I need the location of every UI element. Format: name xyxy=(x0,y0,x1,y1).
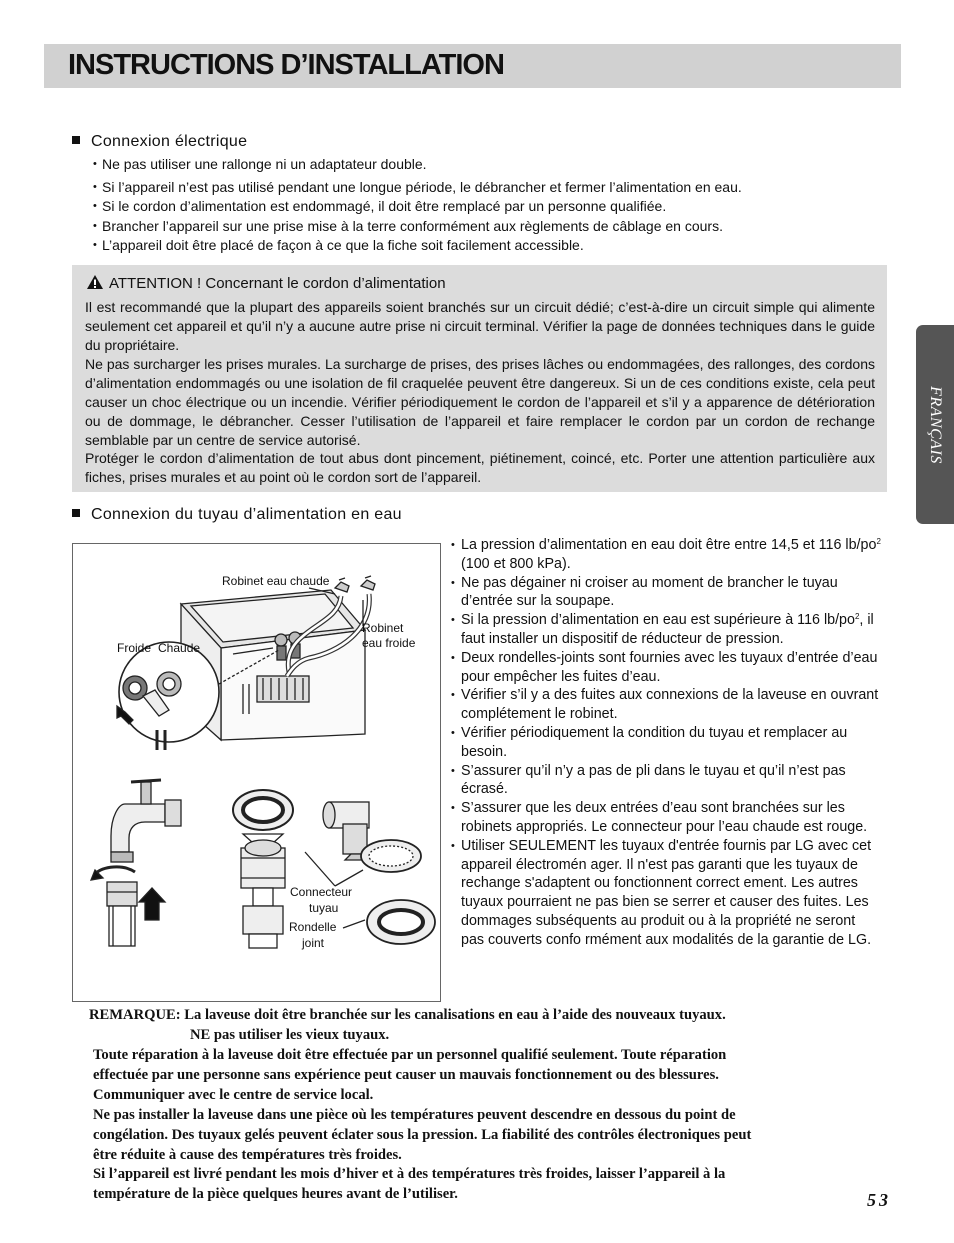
cold-tap-label-line2: eau froide xyxy=(362,636,416,650)
washer-label-line2: joint xyxy=(302,936,325,950)
hot-tap-label: Robinet eau chaude xyxy=(222,574,330,588)
language-tab-label: FRANÇAIS xyxy=(927,385,944,464)
remark-line: NE pas utiliser les vieux tuyaux. xyxy=(190,1027,390,1043)
caution-heading: ATTENTION ! Concernant le cordon d’alimentation xyxy=(86,274,446,292)
remark-line: effectuée par une personne sans expérience peut causer un mauvais fonctionnement ou des blessures. xyxy=(93,1067,719,1083)
connector-label-line1: Connecteur xyxy=(290,885,353,899)
electrical-list xyxy=(93,155,873,256)
connector-label-line2: tuyau xyxy=(309,901,339,915)
warning-icon xyxy=(86,274,104,290)
list-item: • S’assurer que les deux entrées d’eau sont branchées sur les robinets appropriés. Le connecteur pour l’eau chaude est rouge. xyxy=(451,799,881,837)
electrical-heading: Connexion électrique xyxy=(72,133,247,151)
hot-label: Chaude xyxy=(158,641,201,655)
caution-box xyxy=(72,265,887,492)
list-item: • L’appareil doit être placé de façon à ce que la fiche soit facilement accessible. xyxy=(93,236,873,256)
water-heading: Connexion du tuyau d’alimentation en eau xyxy=(72,506,402,524)
list-item: • S’assurer qu’il n’y a pas de pli dans le tuyau et qu’il n’est pas écrasé. xyxy=(451,762,881,800)
title-bar xyxy=(44,44,901,88)
list-item: • Si le cordon d’alimentation est endommagé, il doit être remplacé par un personne qualifiée. xyxy=(93,197,873,217)
washer-label-line1: Rondelle xyxy=(289,920,337,934)
remark-line: Communiquer avec le centre de service local. xyxy=(93,1087,374,1103)
remark-line: être réduite à cause des températures très froides. xyxy=(93,1147,402,1163)
remark-line: température de la pièce quelques heures avant de l’utiliser. xyxy=(93,1186,458,1202)
installation-diagram xyxy=(73,544,440,1001)
list-item: • Si l’appareil n’est pas utilisé pendant une longue période, le débrancher et fermer l’alimentation en eau. xyxy=(93,178,873,198)
list-item: • Ne pas dégainer ni croiser au moment de brancher le tuyau d’entrée sur la soupape. xyxy=(451,574,881,612)
remark-line: congélation. Des tuyaux gelés peuvent éclater sous la pression. La fiabilité des contrôles électroniques peut xyxy=(93,1127,752,1143)
page-number: 53 xyxy=(867,1190,891,1210)
language-tab xyxy=(916,325,954,524)
list-item: • Si la pression d’alimentation en eau est supérieure à 116 $lb/po^2$, il faut installer un dispositif de réducteur de pression. xyxy=(451,611,881,649)
caution-paragraph: Il est recommandé que la plupart des appareils soient branchés sur un circuit dédié; c’est-à-dire un circuit simple qui alimente seulement cet appareil et qu’il n’y a aucune autre prise ni circuit terminal. Vérifier la page de données techniques dans le guide du propriétaire. xyxy=(85,299,875,353)
remark-line: Si l’appareil est livré pendant les mois d’hiver et à des températures très froides, laisser l’appareil à la xyxy=(93,1166,726,1182)
cold-label: Froide xyxy=(117,641,152,655)
list-item: • Deux rondelles-joints sont fournies avec les tuyaux d’entrée d’eau pour empêcher les fuites d’eau. xyxy=(451,649,881,687)
cold-tap-label-line1: Robinet xyxy=(362,621,404,635)
hose-illustration xyxy=(72,543,441,1002)
list-item: • Ne pas utiliser une rallonge ni un adaptateur double. xyxy=(93,155,873,175)
list-item: • Utiliser SEULEMENT les tuyaux d'entrée fournis par LG avec cet appareil électromén ager. Il n'est pas garanti que les tuyaux de rechange s'adaptent ou fonctionnent correct ement. Les autres tuyaux pourraient ne pas bien se serrer et causer des fuites. Les dommages subséquents au produit ou à la propriété ne seront pas couverts confo rmément aux modalités de la garantie de LG. xyxy=(451,837,881,950)
remark-line: Ne pas installer la laveuse dans une pièce où les températures peuvent descendre en dessous du point de xyxy=(93,1107,736,1123)
list-item: • Brancher l’appareil sur une prise mise à la terre conformément aux règlements de câblage en cours. xyxy=(93,217,873,237)
caution-paragraph: Protéger le cordon d’alimentation de tout abus dont pincement, piétinement, coincé, etc. Porter une attention particulière aux fiches, prises murales et au point où le cordon sort de l’appareil. xyxy=(85,450,875,485)
list-item: • La pression d’alimentation en eau doit être entre 14,5 et 116 $lb/po^2$ (100 et 800 kPa). xyxy=(451,536,881,574)
square-bullet-icon xyxy=(72,136,80,144)
page-title: INSTRUCTIONS D’INSTALLATION xyxy=(68,49,504,81)
square-bullet-icon xyxy=(72,509,80,517)
list-item: • Vérifier s’il y a des fuites aux connexions de la laveuse en ouvrant complétement le robinet. xyxy=(451,686,881,724)
remark-line: Toute réparation à la laveuse doit être effectuée par un personnel qualifié seulement. Toute réparation xyxy=(93,1047,727,1063)
water-list xyxy=(451,536,881,950)
list-item: • Vérifier périodiquement la condition du tuyau et remplacer au besoin. xyxy=(451,724,881,762)
remark-line: REMARQUE: La laveuse doit être branchée sur les canalisations en eau à l’aide des nouveaux tuyaux. xyxy=(89,1007,726,1023)
caution-paragraph: Ne pas surcharger les prises murales. La surcharge de prises, des prises lâches ou endommagées, des rallonges, des cordons d’alimentation endommagés ou une isolation de fil craquelée peuvent être dangereux. Si un de ces conditions existe, cela peut causer un choc électrique ou un incendie. Vérifier périodiquement le cordon de l’appareil et s’il y a apparence de détérioration ou de dommage, le débrancher. Cesser l’utilisation de l’appareil et faire remplacer le cordon par un cordon de rechange semblable par un centre de service autorisé. xyxy=(85,356,875,448)
